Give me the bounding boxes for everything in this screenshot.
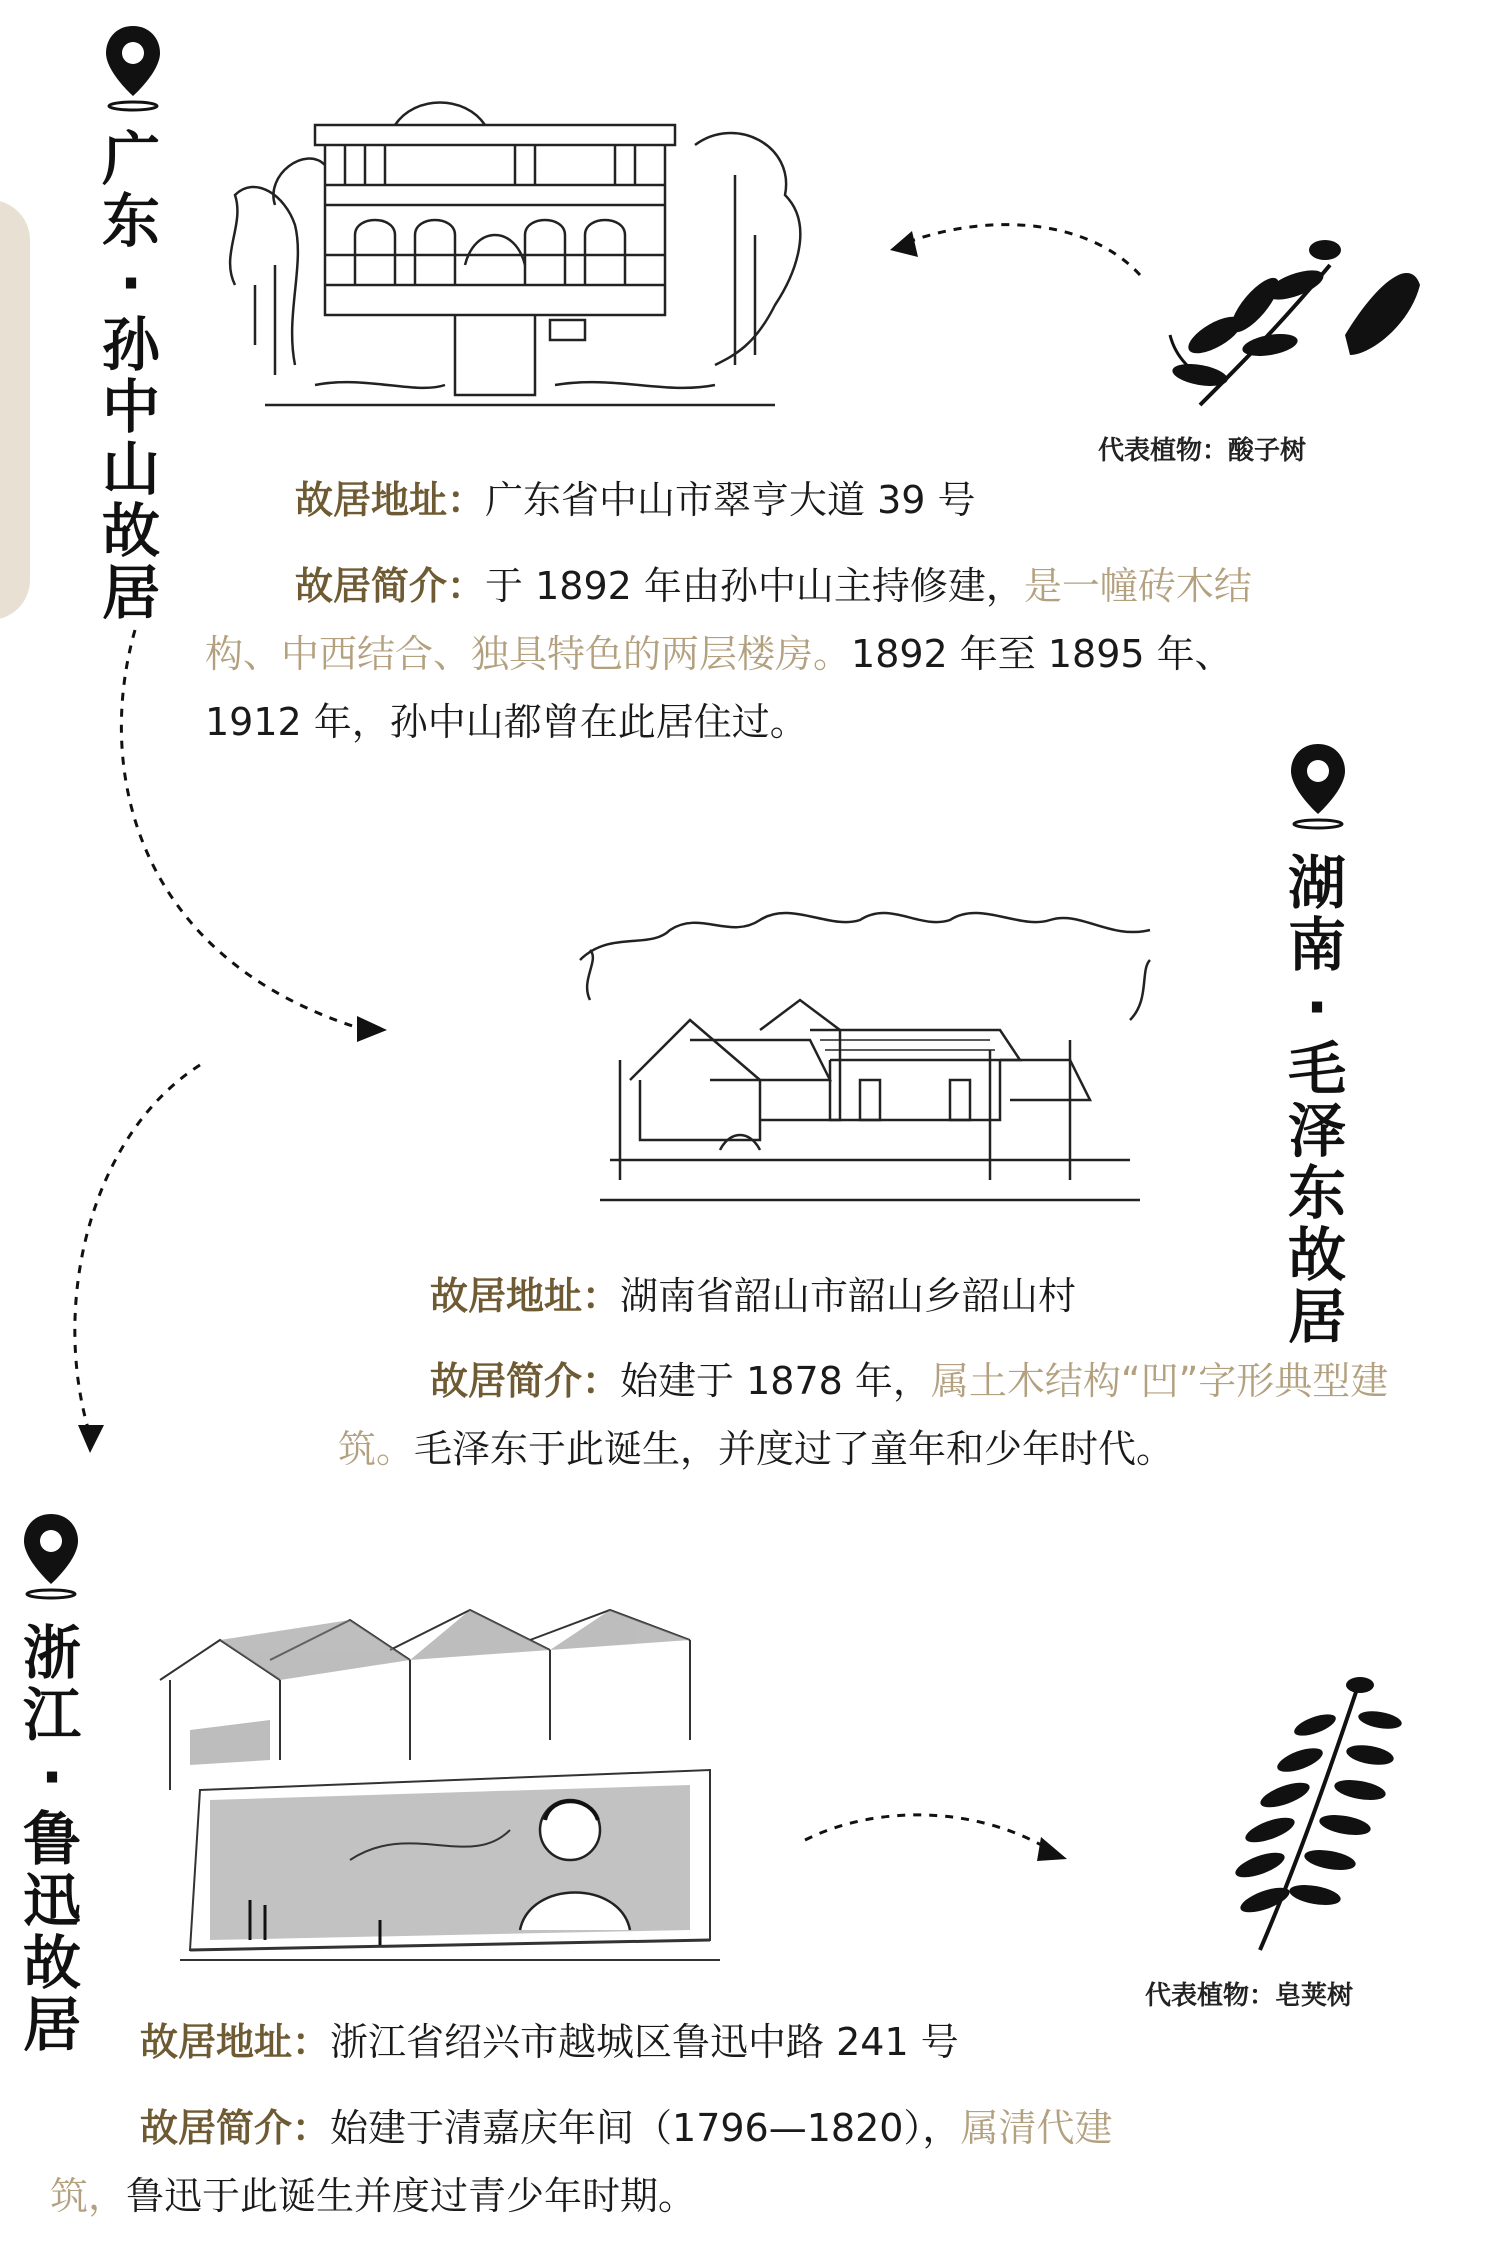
intro-text-a: 始建于清嘉庆年间（1796—1820）， (330, 2106, 961, 2150)
plant-label-tamarind: 代表植物：酸子树 (1098, 436, 1307, 466)
intro-highlight: 属清代建筑， (50, 2106, 1113, 2218)
intro-highlight: 属土木结构“凹”字形典型建筑。 (338, 1359, 1389, 1471)
section-title-guangdong: 广 东 · 孙 中 山 故 居 (101, 125, 160, 627)
address-label: 故居地址： (295, 478, 486, 522)
address-text: 浙江省绍兴市越城区鲁迅中路 241 号 (330, 2020, 959, 2064)
intro-label: 故居简介： (430, 1359, 621, 1403)
tamarind-plant-sketch (1160, 225, 1430, 425)
luxun-house-sketch (150, 1600, 750, 1970)
arrow-to-plant-3 (795, 1795, 1095, 1875)
intro-text-b: 鲁迅于此诞生并度过青少年时期。 (126, 2174, 697, 2218)
location-pin-icon (1283, 740, 1353, 830)
mao-house-sketch (570, 900, 1160, 1210)
address-text: 湖南省韶山市韶山乡韶山村 (620, 1274, 1077, 1318)
address-guangdong (295, 466, 1295, 534)
location-pin-icon (98, 22, 168, 112)
arrow-section2-to-3 (30, 1055, 220, 1455)
arrow-to-house-1 (870, 205, 1150, 285)
intro-label: 故居简介： (295, 564, 486, 608)
intro-hunan (338, 1347, 1438, 1483)
intro-text-b: 毛泽东于此诞生，并度过了童年和少年时代。 (414, 1427, 1175, 1471)
sun-yatsen-house-sketch (215, 85, 835, 445)
section-title-hunan: 湖 南 · 毛 泽 东 故 居 (1287, 849, 1346, 1351)
plant-label-honey-locust: 代表植物：皂荚树 (1145, 1981, 1354, 2011)
intro-highlight: 是一幢砖木结构、中西结合、独具特色的两层楼房。 (205, 564, 1252, 676)
address-zhejiang (140, 2008, 1140, 2076)
honey-locust-plant-sketch (1210, 1660, 1430, 1960)
edge-decoration (0, 200, 30, 620)
intro-label: 故居简介： (140, 2106, 331, 2150)
intro-zhejiang (50, 2094, 1150, 2230)
arrow-section1-to-2 (95, 620, 405, 1040)
address-hunan (430, 1262, 1330, 1330)
location-pin-icon (16, 1510, 86, 1600)
address-label: 故居地址： (140, 2020, 331, 2064)
intro-text-a: 始建于 1878 年， (620, 1359, 931, 1403)
section-title-zhejiang: 浙 江 · 鲁 迅 故 居 (22, 1619, 81, 2059)
address-label: 故居地址： (430, 1274, 621, 1318)
address-text: 广东省中山市翠亨大道 39 号 (485, 478, 976, 522)
intro-text-a: 于 1892 年由孙中山主持修建， (485, 564, 1024, 608)
intro-text-b: 1892 年至 1895 年、1912 年，孙中山都曾在此居住过。 (205, 632, 1233, 744)
